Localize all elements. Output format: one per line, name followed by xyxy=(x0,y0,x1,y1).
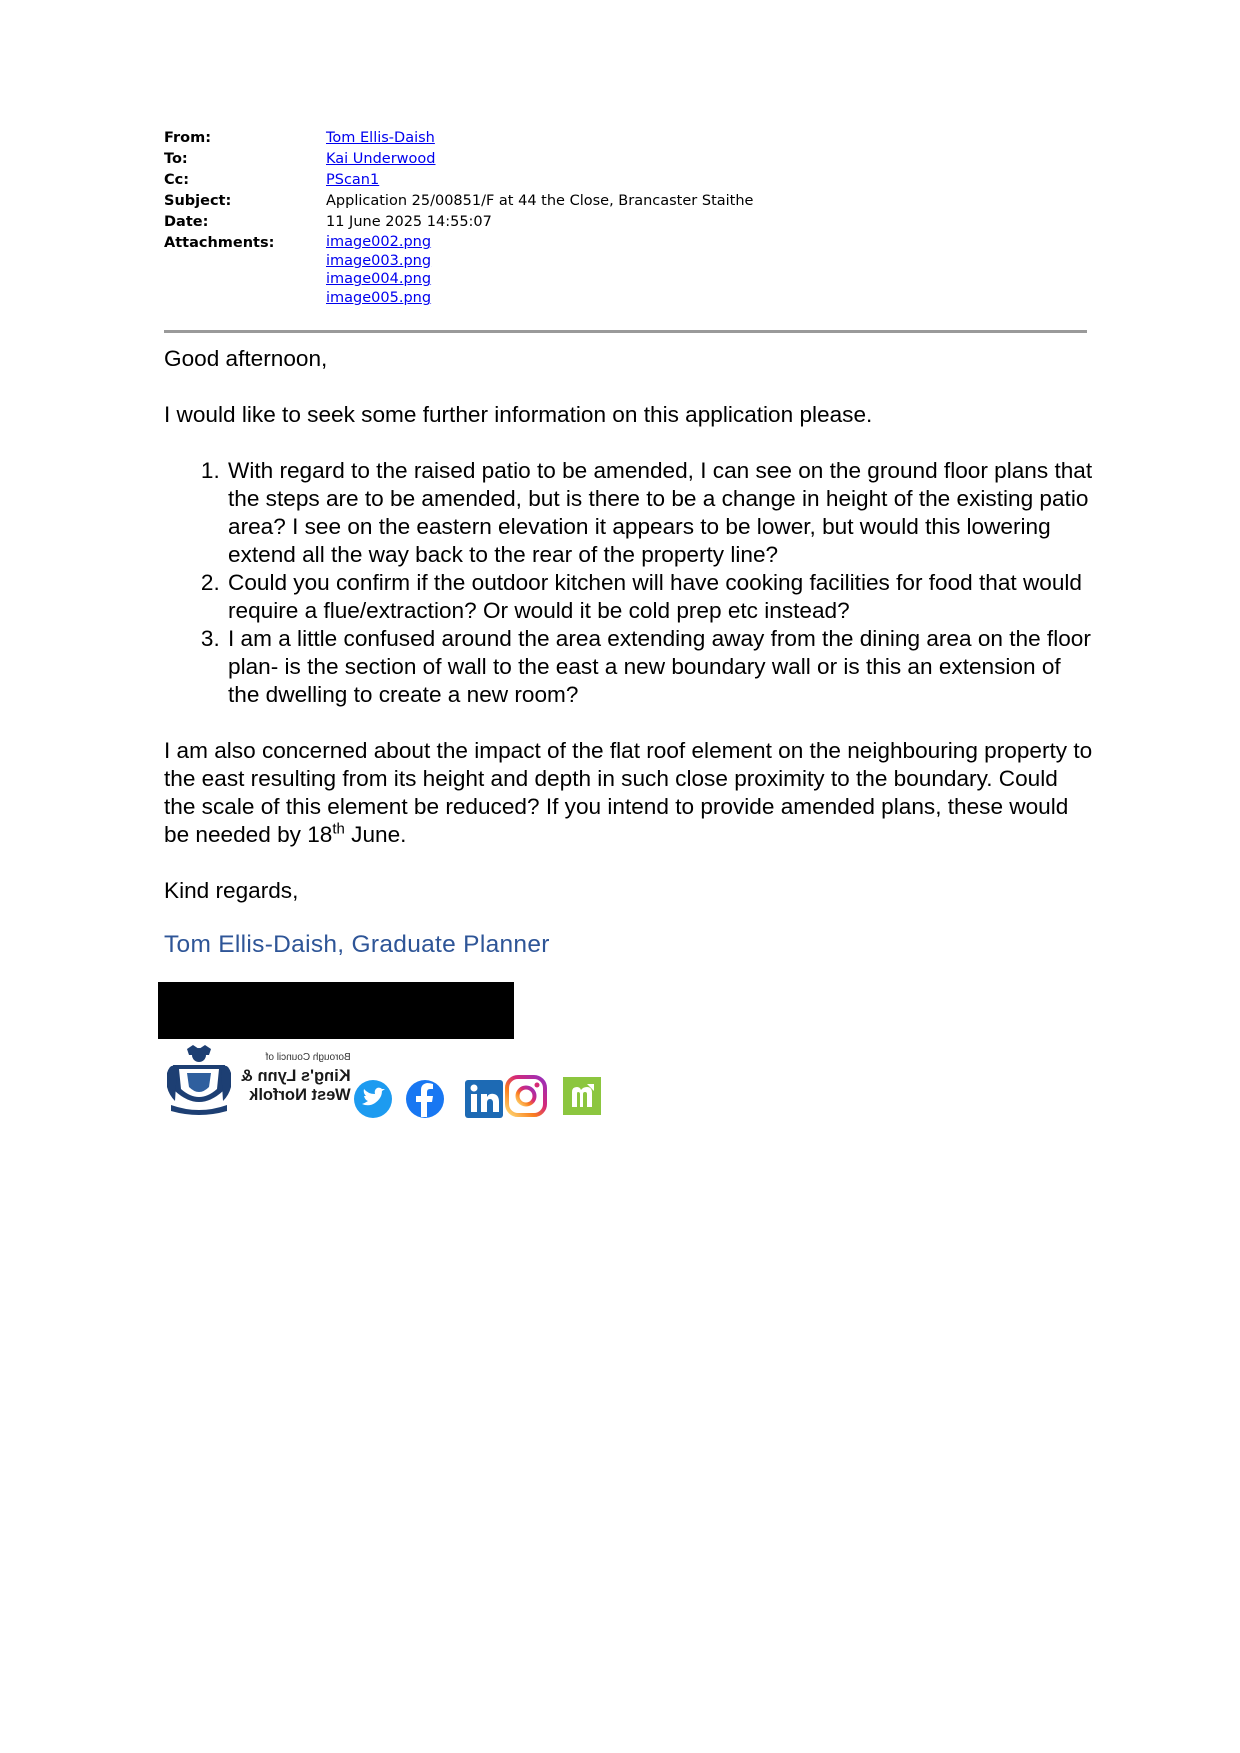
email-body xyxy=(164,345,1094,959)
myaccount-icon[interactable] xyxy=(563,1077,601,1115)
council-line-3: West Norfolk xyxy=(249,1086,351,1104)
attachment-link[interactable]: image003.png xyxy=(326,252,432,269)
attachment-link[interactable]: image005.png xyxy=(326,290,432,307)
attachments-label: Attachments: xyxy=(164,235,275,251)
greeting: Good afternoon, xyxy=(164,346,328,371)
ordinal-suffix: th xyxy=(332,820,345,838)
cc-link[interactable]: PScan1 xyxy=(326,172,380,188)
to-row xyxy=(164,149,753,170)
attachment-link[interactable]: image002.png xyxy=(326,234,432,250)
question-list xyxy=(164,457,1094,709)
cc-label: Cc: xyxy=(164,172,190,188)
subject-label: Subject: xyxy=(164,193,232,209)
twitter-icon[interactable] xyxy=(353,1079,393,1119)
date-row xyxy=(164,212,753,233)
attachments-row xyxy=(164,233,753,308)
attachment-link[interactable]: image004.png xyxy=(326,271,432,288)
instagram-icon[interactable] xyxy=(504,1074,548,1118)
facebook-icon[interactable] xyxy=(405,1079,445,1119)
closing: Kind regards, xyxy=(164,878,299,903)
from-link[interactable]: Tom Ellis-Daish xyxy=(326,130,435,146)
list-item: 2. Could you confirm if the outdoor kitchen will have cooking facilities for food that would require a flue/extraction? Or would it be cold prep etc instead? xyxy=(226,569,1094,625)
list-item: 3. I am a little confused around the area extending away from the dining area on the floor plan- is the section of wall to the east a new boundary wall or is this an extension of the dwelling to create a new room? xyxy=(226,625,1094,709)
date-label: Date: xyxy=(164,214,209,230)
redaction-block xyxy=(158,982,514,1039)
from-label: From: xyxy=(164,130,211,146)
council-line-1: Borough Council of xyxy=(265,1052,351,1063)
council-line-2: King's Lynn & xyxy=(241,1067,351,1085)
intro-paragraph: I would like to seek some further information on this application please. xyxy=(164,402,873,427)
signature-name: Tom Ellis-Daish, Graduate Planner xyxy=(164,931,550,958)
council-wordmark xyxy=(241,1053,351,1105)
to-label: To: xyxy=(164,151,188,167)
concern-text: I am also concerned about the impact of the flat roof element on the neighbouring property to the east resulting from its height and depth in such close proximity to the boundary. Could the scale of this element be reduced? If you intend to provide amended plans, these would be needed by 18 xyxy=(164,738,1093,847)
email-header xyxy=(164,128,753,308)
subject-value: Application 25/00851/F at 44 the Close, Brancaster Staithe xyxy=(326,193,754,209)
date-value: 11 June 2025 14:55:07 xyxy=(326,214,492,230)
from-row xyxy=(164,128,753,149)
concern-paragraph xyxy=(164,737,1094,849)
concern-end: June. xyxy=(344,822,407,847)
subject-row xyxy=(164,191,753,212)
signature-logos xyxy=(165,1043,615,1113)
header-divider xyxy=(164,330,1087,333)
cc-row xyxy=(164,170,753,191)
linkedin-icon[interactable] xyxy=(464,1079,504,1119)
to-link[interactable]: Kai Underwood xyxy=(326,151,436,167)
crest-icon xyxy=(165,1043,233,1115)
attachments-list xyxy=(326,233,753,308)
list-item: 1. With regard to the raised patio to be amended, I can see on the ground floor plans that the steps are to be amended, but is there to be a change in height of the existing patio area? I see on the eastern elevation it appears to be lower, but would this lowering extend all the way back to the rear of the property line? xyxy=(226,457,1094,569)
